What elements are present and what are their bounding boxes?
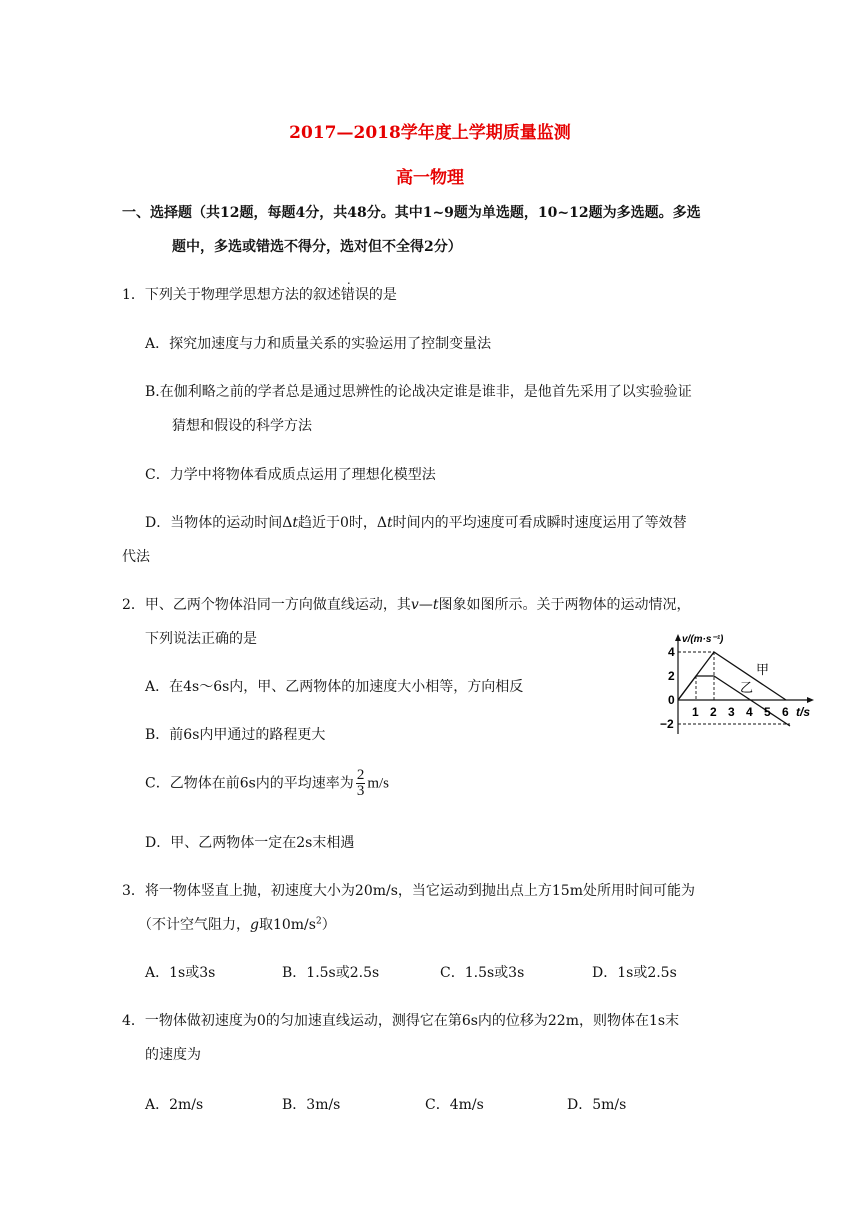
xtick-2: 2 [710,705,717,719]
q1-stem-a: 1．下列关于物理学思想方法的叙述 [122,287,341,303]
section-heading-line2: 题中，多选或错选不得分，选对但不全得2分） [172,239,462,255]
q2-stem-b: 图象如图所示。关于两物体的运动情况， [438,597,691,613]
q2-c-numerator: 2 [356,767,365,783]
q4-option-c: C．4m/s [425,1097,484,1113]
q2-c-text: C．乙物体在前6s内的平均速率为 [145,775,354,792]
q3-stem2-c: ） [321,917,336,933]
vt-graph [640,628,820,738]
q1-option-d-line2: 代法 [122,549,150,565]
y-axis-label: v/(m·s⁻¹) [682,634,724,645]
q1-option-b-line2: 猜想和假设的科学方法 [172,418,312,434]
x-axis-arrow [807,697,814,703]
q1-stem-b: 的是 [368,287,397,303]
q4-stem-line1: 4．一物体做初速度为0的匀加速直线运动，测得它在第6s内的位移为22m，则物体在1s末 [122,1013,680,1029]
q2-c-unit: m/s [367,775,389,792]
xtick-4: 4 [746,705,753,719]
label-yi: 乙 [740,681,754,696]
exam-subtitle: 高一物理 [396,168,464,188]
q2-option-b: B．前6s内甲通过的路程更大 [145,727,326,743]
y-axis-arrow [675,634,681,641]
q1-option-b-line1: B.在伽利略之前的学者总是通过思辨性的论战决定谁是谁非，是他首先采用了以实验验证 [145,384,692,400]
q2-stem-line2: 下列说法正确的是 [145,631,257,647]
q1-d-part2: 趋近于0时，Δ [297,515,388,531]
q3-option-b: B．1.5s或2.5s [282,965,380,981]
q1-stem [122,284,397,304]
q1-option-c: C．力学中将物体看成质点运用了理想化模型法 [145,467,436,483]
series-jia-line [678,652,786,700]
q3-option-d: D．1s或2.5s [592,965,677,981]
q3-stem-line2 [138,914,336,934]
section-heading-line1: 一、选择题（共12题，每题4分，共48分。其中1~9题为单选题，10~12题为多选题。多选 [122,205,701,221]
xtick-6: 6 [782,705,789,719]
q3-option-a: A．1s或3s [145,965,216,981]
q4-stem-line2: 的速度为 [145,1047,201,1063]
q2-stem-line1 [122,594,690,614]
q3-stem-line1: 3．将一物体竖直上抛，初速度大小为20m/s，当它运动到抛出点上方15m处所用时间可能为 [122,883,695,899]
ytick-0: 0 [668,693,675,707]
q4-option-d: D．5m/s [567,1097,627,1113]
q1-option-a: A．探究加速度与力和质量关系的实验运用了控制变量法 [145,336,492,352]
q1-d-t2: t [387,515,393,531]
xtick-5: 5 [764,705,771,719]
q3-stem2-g: g [250,917,259,933]
q1-d-part3: 时间内的平均速度可看成瞬时速度运用了等效替 [392,515,687,531]
ytick-2: 2 [668,669,675,683]
ytick-neg2: −2 [660,717,674,731]
q2-option-a: A．在4s～6s内，甲、乙两物体的加速度大小相等，方向相反 [145,679,524,695]
q3-stem2-sup: 2 [315,916,322,927]
q2-stem-t: t [432,597,439,613]
q3-stem2-a: （不计空气阻力， [138,917,250,933]
q4-option-b: B．3m/s [282,1097,341,1113]
q4-option-a: A．2m/s [145,1097,204,1113]
xtick-3: 3 [728,705,735,719]
q1-d-part1: D．当物体的运动时间Δ [145,515,293,531]
q2-option-d: D．甲、乙两物体一定在2s末相遇 [145,835,355,851]
q2-c-denominator: 3 [356,783,365,799]
label-jia: 甲 [756,663,770,678]
x-axis-label: t/s [796,705,811,719]
q2-stem-v: v [410,597,419,613]
q2-c-fraction [356,768,366,799]
ytick-4: 4 [668,645,675,659]
xtick-1: 1 [692,705,699,719]
q2-stem-a: 2．甲、乙两个物体沿同一方向做直线运动，其 [122,597,411,613]
exam-title: 2017—2018学年度上学期质量监测 [289,123,571,143]
q1-option-d-line1 [145,512,687,532]
q1-d-t1: t [292,515,298,531]
q2-stem-dash: — [418,597,433,613]
q1-stem-marked: 错误 [340,287,369,303]
q2-option-c [145,768,389,799]
q3-option-c: C．1.5s或3s [440,965,525,981]
q3-stem2-b: 取10m/s [258,917,316,933]
